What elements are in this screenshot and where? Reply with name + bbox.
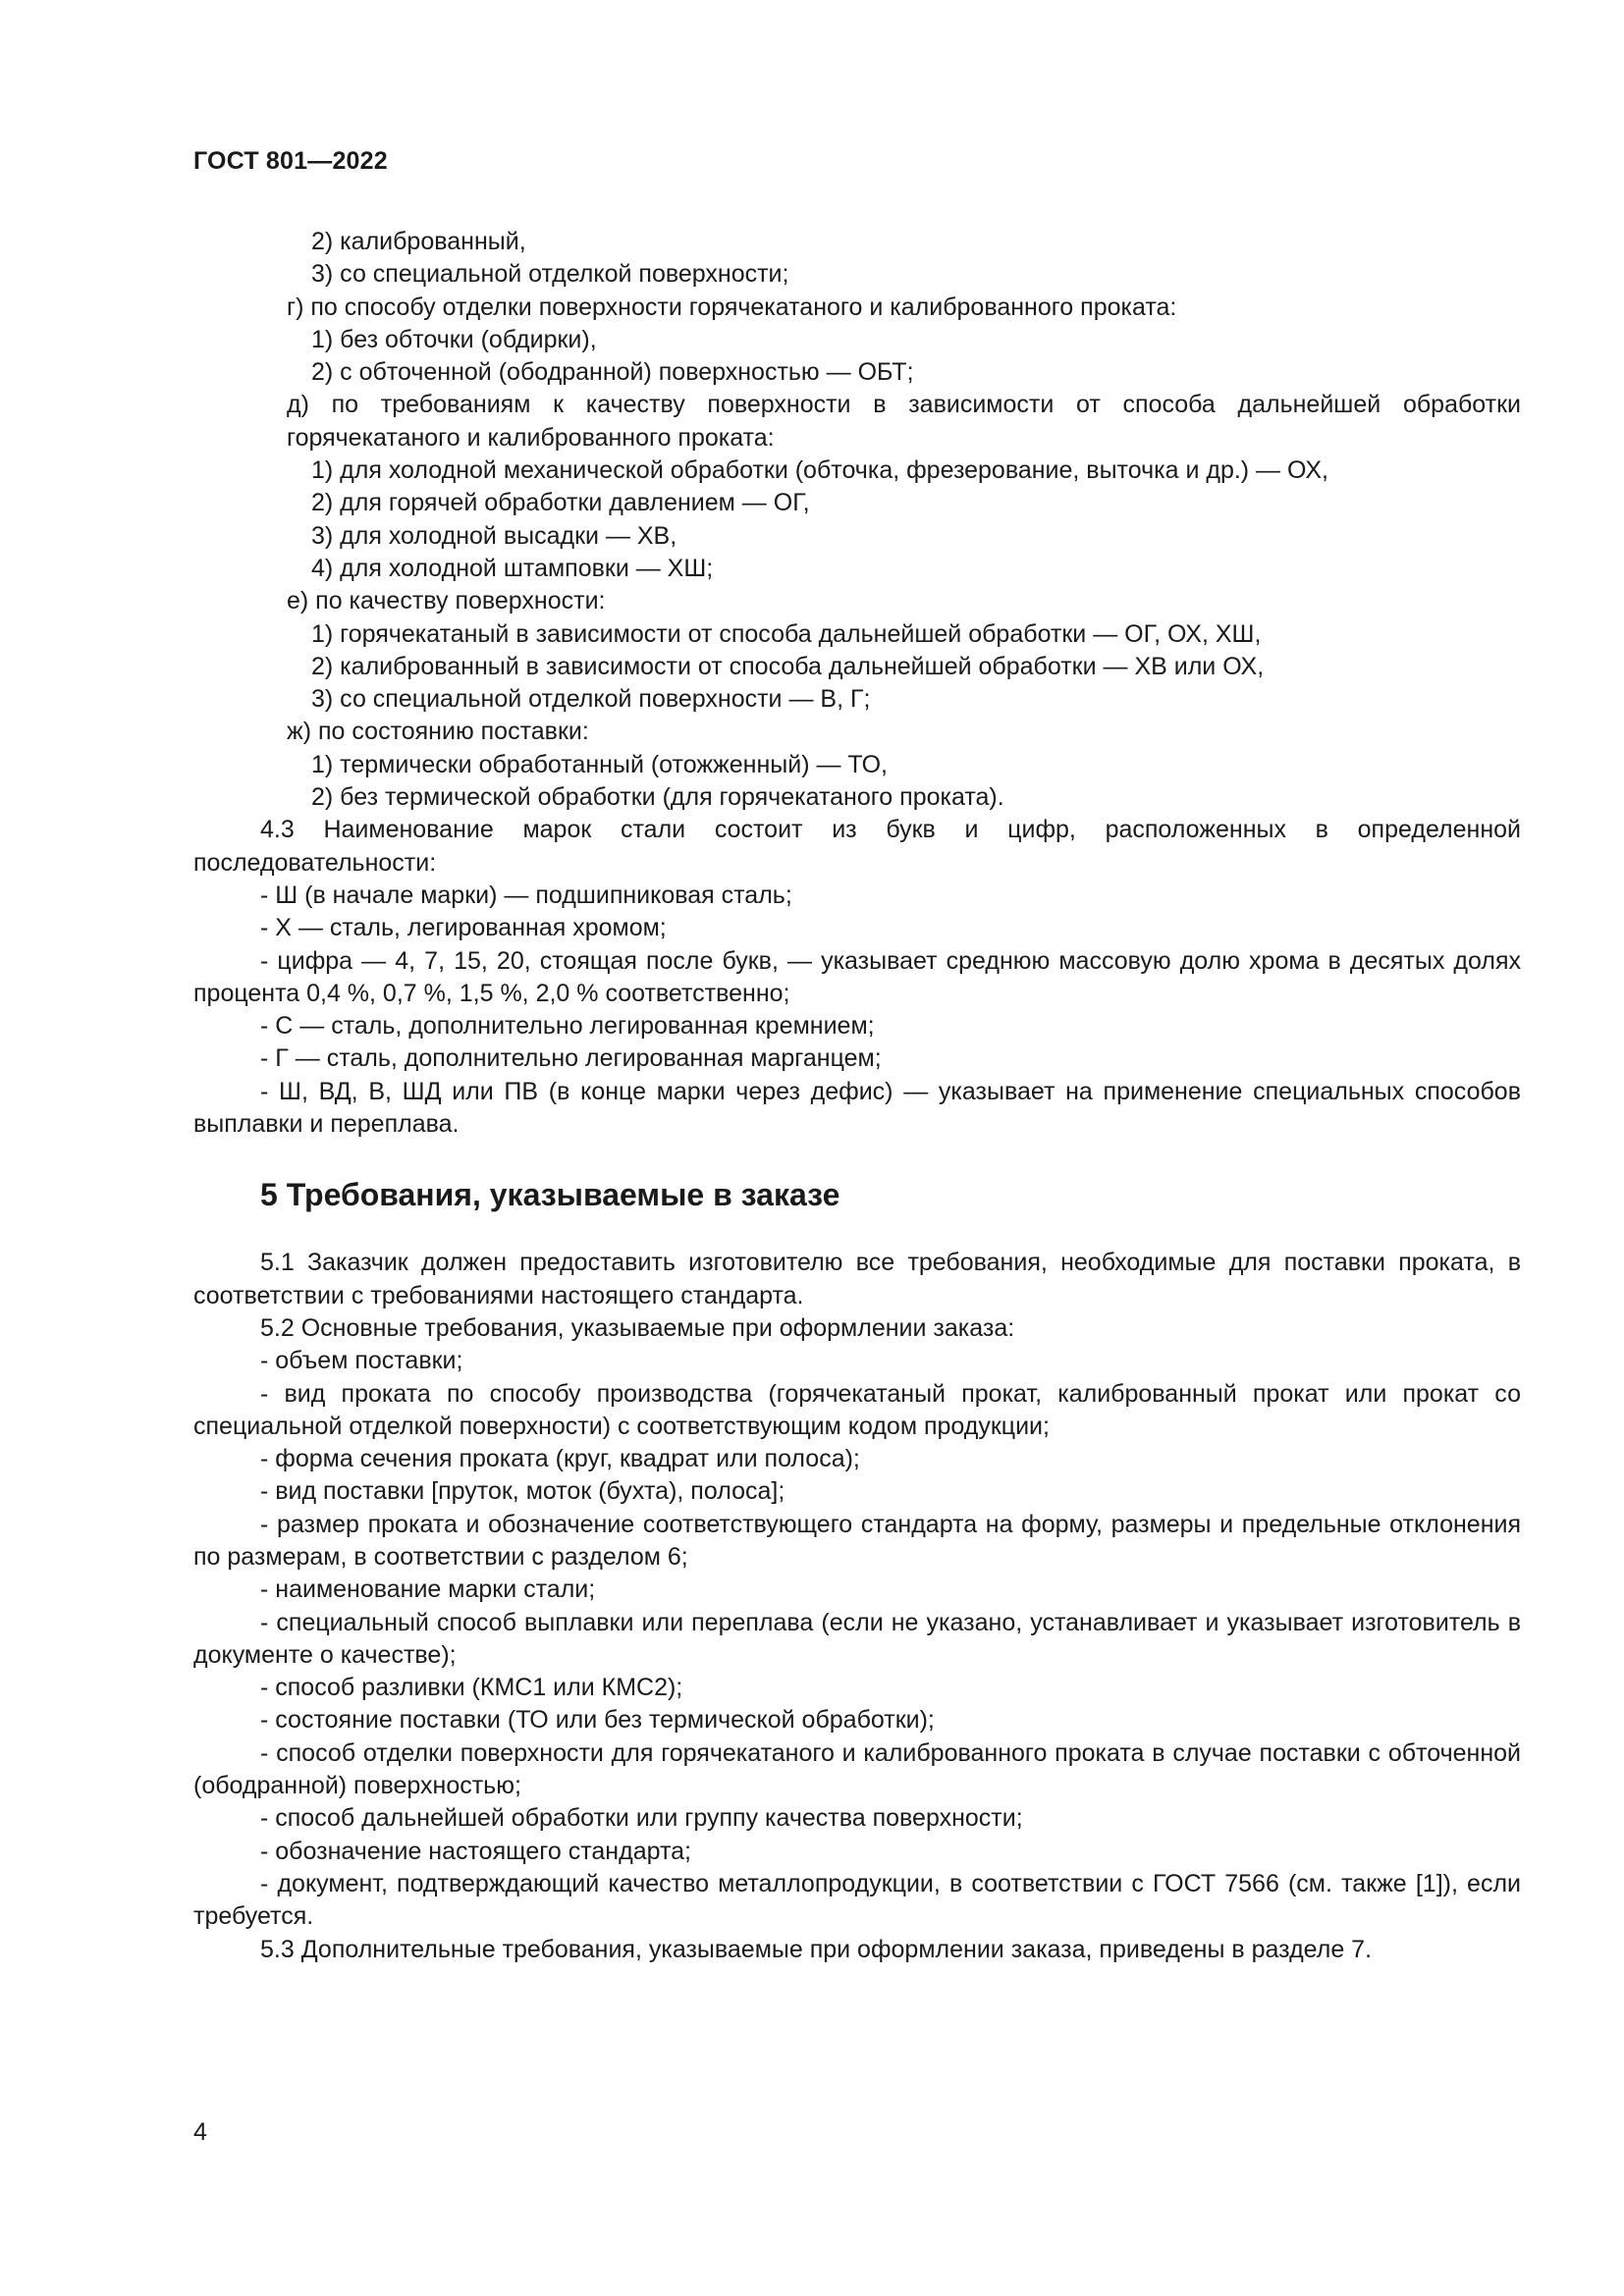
list-item: 2) для горячей обработки давлением — ОГ, <box>311 489 810 517</box>
list-item: 5.3 Дополнительные требования, указываемые при оформлении заказа, приведены в разделе 7. <box>260 1935 1373 1963</box>
list-item: - Ш (в начале марки) — подшипниковая сталь; <box>260 881 792 909</box>
paragraph: 4.3 Наименование марок стали состоит из букв и цифр, расположенных в определенной последовательности: <box>193 816 1521 877</box>
list-item: 5.2 Основные требования, указываемые при оформлении заказа: <box>260 1313 1015 1342</box>
section-heading: 5 Требования, указываемые в заказе <box>260 1177 840 1213</box>
list-item: 3) со специальной отделкой поверхности — В, Г; <box>311 685 871 714</box>
list-item: 2) с обточенной (ободранной) поверхностью — ОБТ; <box>311 358 914 387</box>
list-item: - вид поставки [пруток, моток (бухта), полоса]; <box>260 1477 785 1506</box>
paragraph: - специальный способ выплавки или переплава (если не указано, устанавливает и указывает изготовитель в документе о качестве); <box>193 1608 1521 1669</box>
list-item: - форма сечения проката (круг, квадрат или полоса); <box>260 1445 860 1473</box>
paragraph: - размер проката и обозначение соответствующего стандарта на форму, размеры и предельные отклонения по размерам, в соответствии с разделом 6; <box>193 1510 1521 1571</box>
document-header: ГОСТ 801—2022 <box>193 147 388 175</box>
list-item: 1) термически обработанный (отожженный) — ТО, <box>311 750 888 778</box>
list-item: 3) для холодной высадки — ХВ, <box>311 521 677 550</box>
list-item: 2) без термической обработки (для горячекатаного проката). <box>311 783 1004 812</box>
list-item: - обозначение настоящего стандарта; <box>260 1837 691 1865</box>
list-item: г) по способу отделки поверхности горячекатаного и калиброванного проката: <box>287 293 1177 321</box>
page-number: 4 <box>193 2118 207 2146</box>
list-item: - С — сталь, дополнительно легированная кремнием; <box>260 1012 875 1041</box>
list-item: 1) горячекатаный в зависимости от способа дальнейшей обработки — ОГ, ОХ, ХШ, <box>311 619 1262 648</box>
paragraph: - документ, подтверждающий качество металлопродукции, в соответствии с ГОСТ 7566 (см. также [1]), если требуется. <box>193 1869 1521 1931</box>
list-item: 2) калиброванный в зависимости от способа дальнейшей обработки — ХВ или ОХ, <box>311 652 1265 680</box>
list-item: - Х — сталь, легированная хромом; <box>260 914 667 942</box>
paragraph: - Ш, ВД, В, ШД или ПВ (в конце марки через дефис) — указывает на применение специальных способов выплавки и переплава. <box>193 1077 1521 1139</box>
list-item: - Г — сталь, дополнительно легированная марганцем; <box>260 1044 882 1073</box>
list-item: ж) по состоянию поставки: <box>287 718 589 746</box>
list-item: 4) для холодной штамповки — ХШ; <box>311 554 714 582</box>
list-item: - способ дальнейшей обработки или группу качества поверхности; <box>260 1804 1023 1833</box>
list-item: - способ разливки (КМС1 или КМС2); <box>260 1674 683 1702</box>
list-item: - объем поставки; <box>260 1347 463 1375</box>
document-body <box>193 226 1521 1966</box>
list-item: - состояние поставки (ТО или без термической обработки); <box>260 1706 935 1735</box>
paragraph: - цифра — 4, 7, 15, 20, стоящая после букв, — указывает среднюю массовую долю хрома в десятых долях процента 0,4 %, 0,7 %, 1,5 %, 2,0 % соответственно; <box>193 946 1521 1007</box>
paragraph: 5.1 Заказчик должен предоставить изготовителю все требования, необходимые для поставки проката, в соответствии с требованиями настоящего стандарта. <box>193 1249 1521 1309</box>
list-item: 1) для холодной механической обработки (обточка, фрезерование, выточка и др.) — ОХ, <box>311 456 1328 485</box>
list-item: 3) со специальной отделкой поверхности; <box>311 260 789 289</box>
list-item: е) по качеству поверхности: <box>287 587 606 615</box>
list-item: д) по требованиям к качеству поверхности в зависимости от способа дальнейшей обработки горячекатаного и калиброванного проката: <box>287 391 1521 452</box>
list-item: 2) калиброванный, <box>311 228 526 255</box>
list-item: - наименование марки стали; <box>260 1575 596 1604</box>
list-item: 1) без обточки (обдирки), <box>311 325 597 353</box>
paragraph: - способ отделки поверхности для горячекатаного и калиброванного проката в случае поставки с обточенной (ободранной) поверхностью; <box>193 1738 1521 1800</box>
paragraph: - вид проката по способу производства (горячекатаный прокат, калиброванный прокат или прокат со специальной отделкой поверхности) с соответствующим кодом продукции; <box>193 1379 1521 1440</box>
